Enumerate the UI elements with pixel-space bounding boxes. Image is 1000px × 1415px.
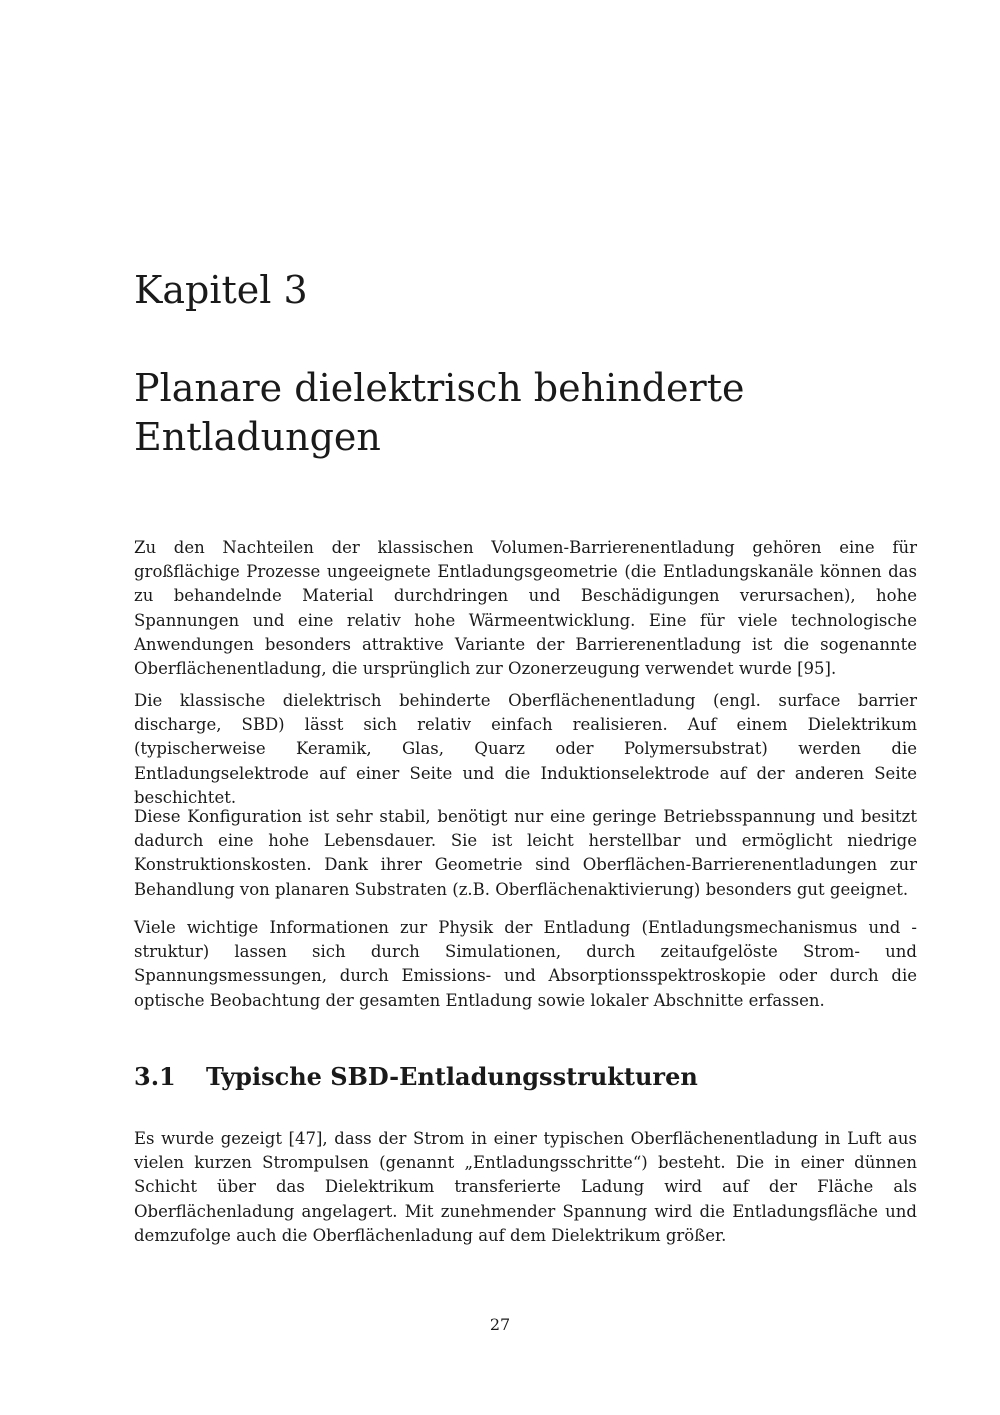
- section-number: 3.1: [134, 1062, 176, 1091]
- section-paragraph: Es wurde gezeigt [47], dass der Strom in einer typischen Oberflächenentladung in Luft aus vielen kurzen Strompulsen (genannt „Entladungsschritte“) besteht. Die in einer dünnen Schicht über das Dielektrikum transferierte Ladung wird auf der Fläche als Oberflächenladung angelagert. Mit zunehmender Spannung wird die Entladungsfläche und demzufolge auch die Oberflächenladung auf dem Dielektrikum größer.: [134, 1129, 917, 1245]
- page-number: 27: [489, 1315, 511, 1334]
- chapter-title: Planare dielektrisch behinderte Entladungen: [134, 366, 745, 459]
- body-paragraph-1: Zu den Nachteilen der klassischen Volumen-Barrierenentladung gehören eine für großflächige Prozesse ungeeignete Entladungsgeometrie (die Entladungskanäle können das zu behandelnde Material durchdringen und Beschädigungen verursachen), hohe Spannungen und eine relativ hohe Wärmeentwicklung. Eine für viele technologische Anwendungen besonders attraktive Variante der Barrierenentladung ist die sogenannte Oberflächenentladung, die ursprünglich zur Ozonerzeugung verwendet wurde [95].: [134, 538, 917, 679]
- chapter-label: Kapitel 3: [134, 268, 308, 312]
- body-paragraph-2: Die klassische dielektrisch behinderte Oberflächenentladung (engl. surface barrier discharge, SBD) lässt sich relativ einfach realisieren. Auf einem Dielektrikum (typischerweise Keramik, Glas, Quarz oder Polymersubstrat) werden die Entladungselektrode auf einer Seite und die Induktionselektrode auf der anderen Seite beschichtet.: [134, 691, 917, 807]
- section-title: Typische SBD-Entladungsstrukturen: [206, 1062, 698, 1091]
- body-paragraph-4: Viele wichtige Informationen zur Physik der Entladung (Entladungsmechanismus und -struktur) lassen sich durch Simulationen, durch zeitaufgelöste Strom- und Spannungsmessungen, durch Emissions- und Absorptionsspektroskopie oder durch die optische Beobachtung der gesamten Entladung sowie lokaler Abschnitte erfassen.: [134, 918, 917, 1010]
- section-heading: [134, 1060, 698, 1094]
- body-paragraph-3: Diese Konfiguration ist sehr stabil, benötigt nur eine geringe Betriebsspannung und besitzt dadurch eine hohe Lebensdauer. Sie ist leicht herstellbar und ermöglicht niedrige Konstruktionskosten. Dank ihrer Geometrie sind Oberflächen-Barrierenentladungen zur Behandlung von planaren Substraten (z.B. Oberflächenaktivierung) besonders gut geeignet.: [134, 807, 917, 899]
